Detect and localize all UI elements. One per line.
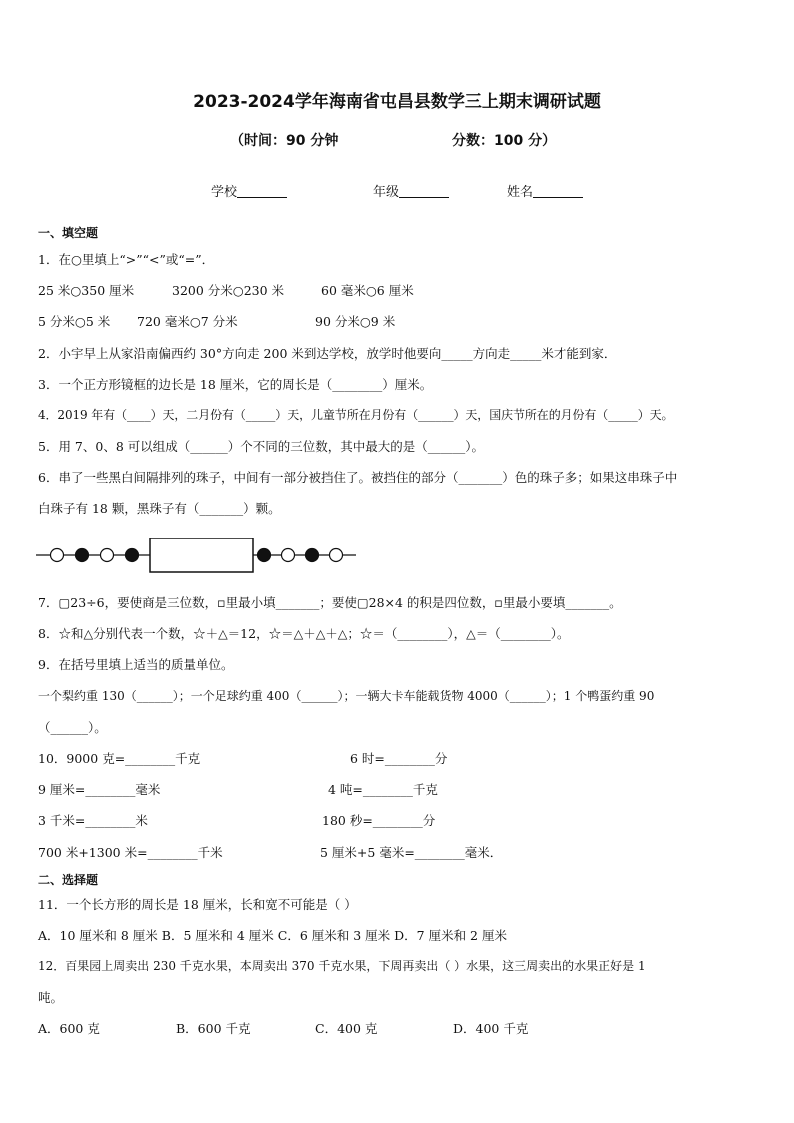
question-1a: 25 米○350 厘米 (38, 283, 135, 298)
question-10e: 3 千米=________米 (38, 813, 148, 828)
question-10h: 5 厘米+5 毫米=________毫米． (320, 845, 503, 860)
question-1e: 720 毫米○7 分米 (137, 314, 238, 329)
grade-label: 年级 (373, 185, 400, 200)
question-12a: 12．百果园上周卖出 230 千克水果，本周卖出 370 千克水果，下周再卖出（ ）水果，这三周卖出的水果正好是 1 (38, 959, 646, 973)
question-6b: 白珠子有 18 颗，黑珠子有（_______）颗。 (38, 501, 281, 516)
question-10g: 700 米+1300 米=________千米 (38, 845, 223, 860)
covered-part-box (150, 538, 253, 572)
question-11: 11．一个长方形的周长是 18 厘米，长和宽不可能是（ ） (38, 897, 357, 912)
question-11-options: A．10 厘米和 8 厘米 B．5 厘米和 4 厘米 C．6 厘米和 3 厘米 D．7 厘米和 2 厘米 (38, 928, 507, 943)
school-label: 学校 (211, 185, 238, 200)
name-blank (533, 184, 583, 198)
question-10a: 10．9000 克=________千克 (38, 751, 201, 766)
right-bead-white (282, 549, 295, 562)
question-10b: 6 时=________分 (350, 751, 448, 766)
question-12-option-a: A．600 克 (38, 1021, 100, 1036)
question-12-option-c: C．400 克 (315, 1021, 378, 1036)
question-1d: 5 分米○5 米 (38, 314, 111, 329)
exam-score: 分数：100 分） (452, 133, 557, 149)
question-9a: 一个梨约重 130（______）；一个足球约重 400（______）；一辆大卡车能载货物 4000（______）；1 个鸭蛋约重 90 (38, 689, 655, 703)
section-multiple-choice: 二、选择题 (38, 873, 99, 887)
question-1: 1．在○里填上“>”“<”或“=”． (38, 252, 215, 267)
right-bead-white (330, 549, 343, 562)
question-9b: （______）。 (38, 720, 107, 735)
right-bead-black (306, 549, 319, 562)
left-bead-white (101, 549, 114, 562)
school-field (211, 181, 287, 200)
question-12-option-b: B．600 千克 (176, 1021, 251, 1036)
question-4: 4．2019 年有（____）天，二月份有（_____）天，儿童节所在月份有（______）天，国庆节所在的月份有（_____）天。 (38, 408, 674, 422)
left-bead-black (126, 549, 139, 562)
question-10c: 9 厘米=________毫米 (38, 782, 161, 797)
question-1c: 60 毫米○6 厘米 (321, 283, 414, 298)
question-1b: 3200 分米○230 米 (172, 283, 285, 298)
question-8: 8．☆和△分别代表一个数，☆＋△＝12，☆＝△＋△＋△；☆＝（________），△＝（________）。 (38, 626, 570, 641)
exam-time: （时间：90 分钟 (230, 133, 339, 149)
left-bead-white (51, 549, 64, 562)
name-field (507, 181, 583, 200)
name-label: 姓名 (507, 185, 534, 200)
question-12b: 吨。 (38, 990, 64, 1005)
left-bead-black (76, 549, 89, 562)
question-7: 7．▢23÷6，要使商是三位数，▫里最小填_______；要使▢28×4 的积是四位数，▫里最小要填_______。 (38, 595, 622, 610)
question-5: 5．用 7、0、8 可以组成（______）个不同的三位数，其中最大的是（______）。 (38, 439, 485, 454)
bead-string-figure (36, 538, 366, 578)
grade-blank (399, 184, 449, 198)
question-2: 2．小宇早上从家沿南偏西约 30°方向走 200 米到达学校，放学时他要向_____方向走_____米才能到家． (38, 346, 617, 361)
question-1f: 90 分米○9 米 (315, 314, 396, 329)
school-blank (237, 184, 287, 198)
question-10d: 4 吨=________千克 (328, 782, 438, 797)
question-3: 3．一个正方形镜框的边长是 18 厘米，它的周长是（________）厘米。 (38, 377, 433, 392)
question-9: 9．在括号里填上适当的质量单位。 (38, 657, 234, 672)
section-fill-blank: 一、填空题 (38, 226, 99, 240)
right-bead-black (258, 549, 271, 562)
question-10f: 180 秒=________分 (322, 813, 436, 828)
question-12-option-d: D．400 千克 (453, 1021, 529, 1036)
page-title: 2023-2024学年海南省屯昌县数学三上期末调研试题 (193, 92, 601, 112)
grade-field (373, 181, 449, 200)
question-6a: 6．串了一些黑白间隔排列的珠子，中间有一部分被挡住了。被挡住的部分（_______）色的珠子多；如果这串珠子中 (38, 470, 678, 485)
